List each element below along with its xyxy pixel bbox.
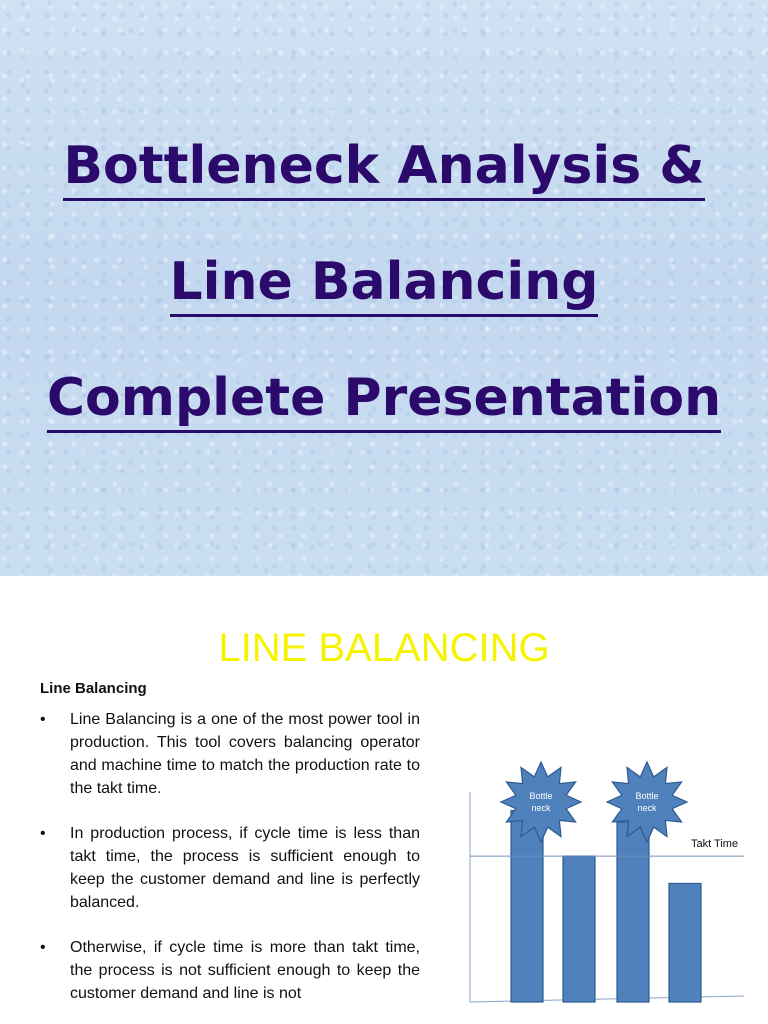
title-line-2: Line Balancing: [0, 252, 768, 312]
bottleneck-label: Bottle: [635, 791, 659, 801]
bullet-dot: •: [40, 711, 46, 728]
bullet-list: [40, 708, 420, 1024]
chart-svg: [460, 756, 750, 1006]
bar: [563, 856, 595, 1002]
bullet-item: • In production process, if cycle time is less than takt time, the process is sufficient enough to keep the customer demand and line is perfectly balanced.: [40, 822, 420, 914]
bar: [669, 883, 701, 1002]
bottleneck-label: neck: [531, 803, 551, 813]
bar: [511, 810, 543, 1002]
bar: [617, 822, 649, 1002]
bottleneck-label: Bottle: [529, 791, 553, 801]
title-line-1: Bottleneck Analysis &: [0, 136, 768, 196]
bullet-dot: •: [40, 825, 46, 842]
slide-heading: LINE BALANCING: [218, 626, 550, 670]
bullet-item: • Line Balancing is a one of the most power tool in production. This tool covers balancing operator and machine time to match the production rate to the takt time.: [40, 708, 420, 800]
title-line-3: Complete Presentation: [0, 368, 768, 428]
line-balancing-slide: [0, 576, 768, 1024]
slide-subheading: Line Balancing: [40, 680, 147, 697]
bullet-item: • Otherwise, if cycle time is more than takt time, the process is not sufficient enough to keep the customer demand and line is not: [40, 936, 420, 1005]
takt-time-label: Takt Time: [691, 838, 739, 851]
takt-time-chart: [460, 756, 750, 1006]
bullet-dot: •: [40, 939, 46, 956]
bottleneck-label: neck: [637, 803, 657, 813]
